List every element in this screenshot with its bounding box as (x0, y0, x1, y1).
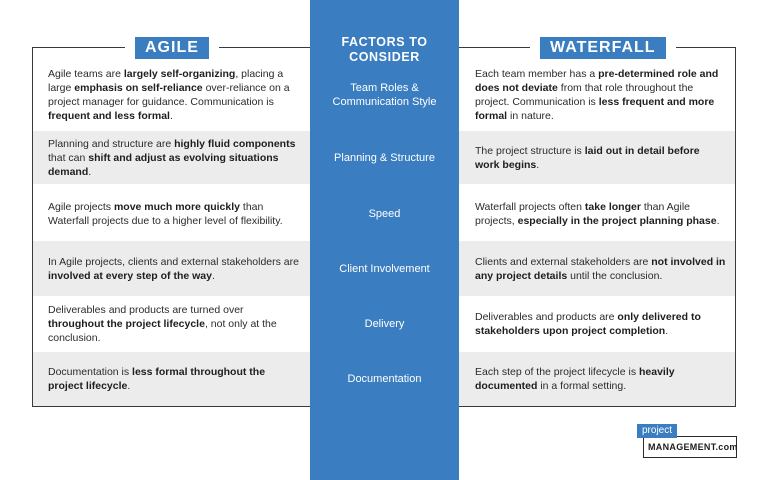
emphasis-text: involved at every step of the way (48, 269, 212, 282)
cell-text (475, 255, 727, 283)
body-text: . (665, 325, 669, 337)
cell-text (48, 365, 300, 393)
cell-text (475, 144, 727, 172)
emphasis-text: highly fluid components (174, 137, 296, 150)
body-text: . (88, 165, 92, 178)
body-text: in nature. (507, 110, 554, 122)
body-text: Planning and structure are (48, 137, 175, 150)
factor-label: Client Involvement (339, 262, 430, 275)
body-text: . (716, 214, 720, 227)
body-text: Each step of the project lifecycle is (475, 366, 639, 378)
factor-label: Delivery (364, 318, 405, 330)
body-text: than Agile projects, (475, 200, 690, 227)
body-text: . (211, 269, 215, 282)
body-text: over-reliance on a project manager for guidance. Communication is (48, 82, 290, 108)
body-text: , not only at the conclusion. (48, 318, 277, 344)
cell-text (475, 310, 727, 338)
emphasis-text: shift and adjust as evolving situations demand (48, 151, 279, 178)
body-text: Agile projects (48, 200, 114, 213)
emphasis-text: throughout the project lifecycle (48, 318, 205, 330)
cell-text (48, 200, 300, 228)
body-text: . (536, 158, 540, 171)
agile-cell (48, 131, 300, 184)
project-management-logo[interactable] (637, 424, 737, 460)
emphasis-text: less frequent and more formal (475, 96, 715, 122)
body-text: . (169, 110, 173, 122)
emphasis-text: pre-determined role and does not deviate (475, 68, 719, 94)
emphasis-text: take longer (584, 200, 641, 213)
cell-text (48, 67, 300, 123)
factors-heading-line2: CONSIDER (349, 50, 420, 64)
waterfall-cell (475, 131, 727, 184)
body-text: until the conclusion. (567, 269, 663, 282)
agile-cell (48, 186, 300, 241)
body-text: . (127, 380, 131, 392)
body-text: Documentation is (48, 366, 133, 378)
body-text: Waterfall projects often (475, 200, 585, 213)
body-text: Agile teams are (48, 68, 124, 80)
emphasis-text: heavily documented (475, 366, 675, 392)
body-text: Deliverables and products are turned over (48, 304, 244, 316)
cell-text (475, 200, 727, 228)
emphasis-text: move much more quickly (113, 200, 240, 213)
body-text: from that role throughout the project. Communication is (475, 82, 694, 108)
agile-cell (48, 66, 300, 124)
emphasis-text: only delivered to stakeholders upon project completion (475, 311, 701, 337)
agile-cell (48, 352, 300, 406)
logo-top-text: project (637, 424, 677, 438)
waterfall-cell (475, 66, 727, 124)
waterfall-heading-label: WATERFALL (540, 37, 666, 59)
cell-text (475, 67, 727, 123)
body-text: The project structure is (475, 144, 585, 157)
agile-heading (125, 37, 219, 59)
waterfall-cell (475, 352, 727, 406)
body-text: in a formal setting. (537, 380, 627, 392)
waterfall-cell (475, 241, 727, 296)
body-text: Each team member has a (475, 68, 599, 80)
emphasis-text: emphasis on self-reliance (74, 82, 203, 94)
agile-cell (48, 296, 300, 352)
factor-label: Speed (368, 207, 401, 220)
agile-heading-label: AGILE (135, 37, 209, 59)
body-text: Clients and external stakeholders are (475, 255, 652, 268)
emphasis-text: frequent and less formal (48, 110, 170, 122)
cell-text (48, 137, 300, 179)
factor-label: Team Roles & Communication Style (332, 82, 437, 108)
body-text: than Waterfall projects due to a higher level of flexibility. (48, 200, 283, 227)
body-text: Deliverables and products are (475, 311, 618, 323)
emphasis-text: not involved in any project details (475, 255, 726, 282)
emphasis-text: less formal throughout the project lifecycle (48, 366, 266, 392)
factor-label: Planning & Structure (334, 151, 435, 164)
body-text: , placing a large (48, 68, 284, 94)
waterfall-cell (475, 296, 727, 352)
emphasis-text: largely self-organizing (123, 68, 236, 80)
waterfall-cell (475, 186, 727, 241)
factor-label: Documentation (347, 373, 422, 385)
agile-cell (48, 241, 300, 296)
cell-text (48, 255, 300, 283)
body-text: In Agile projects, clients and external stakeholders are (48, 255, 299, 268)
waterfall-heading (530, 37, 676, 59)
logo-bottom-text: MANAGEMENT.com (648, 442, 738, 452)
cell-text (48, 303, 300, 345)
emphasis-text: especially in the project planning phase (517, 214, 717, 227)
cell-text (475, 365, 727, 393)
factors-heading-line1: FACTORS TO (341, 35, 428, 49)
emphasis-text: laid out in detail before work begins (475, 144, 700, 171)
factors-heading (310, 35, 459, 65)
body-text: that can (48, 151, 89, 164)
